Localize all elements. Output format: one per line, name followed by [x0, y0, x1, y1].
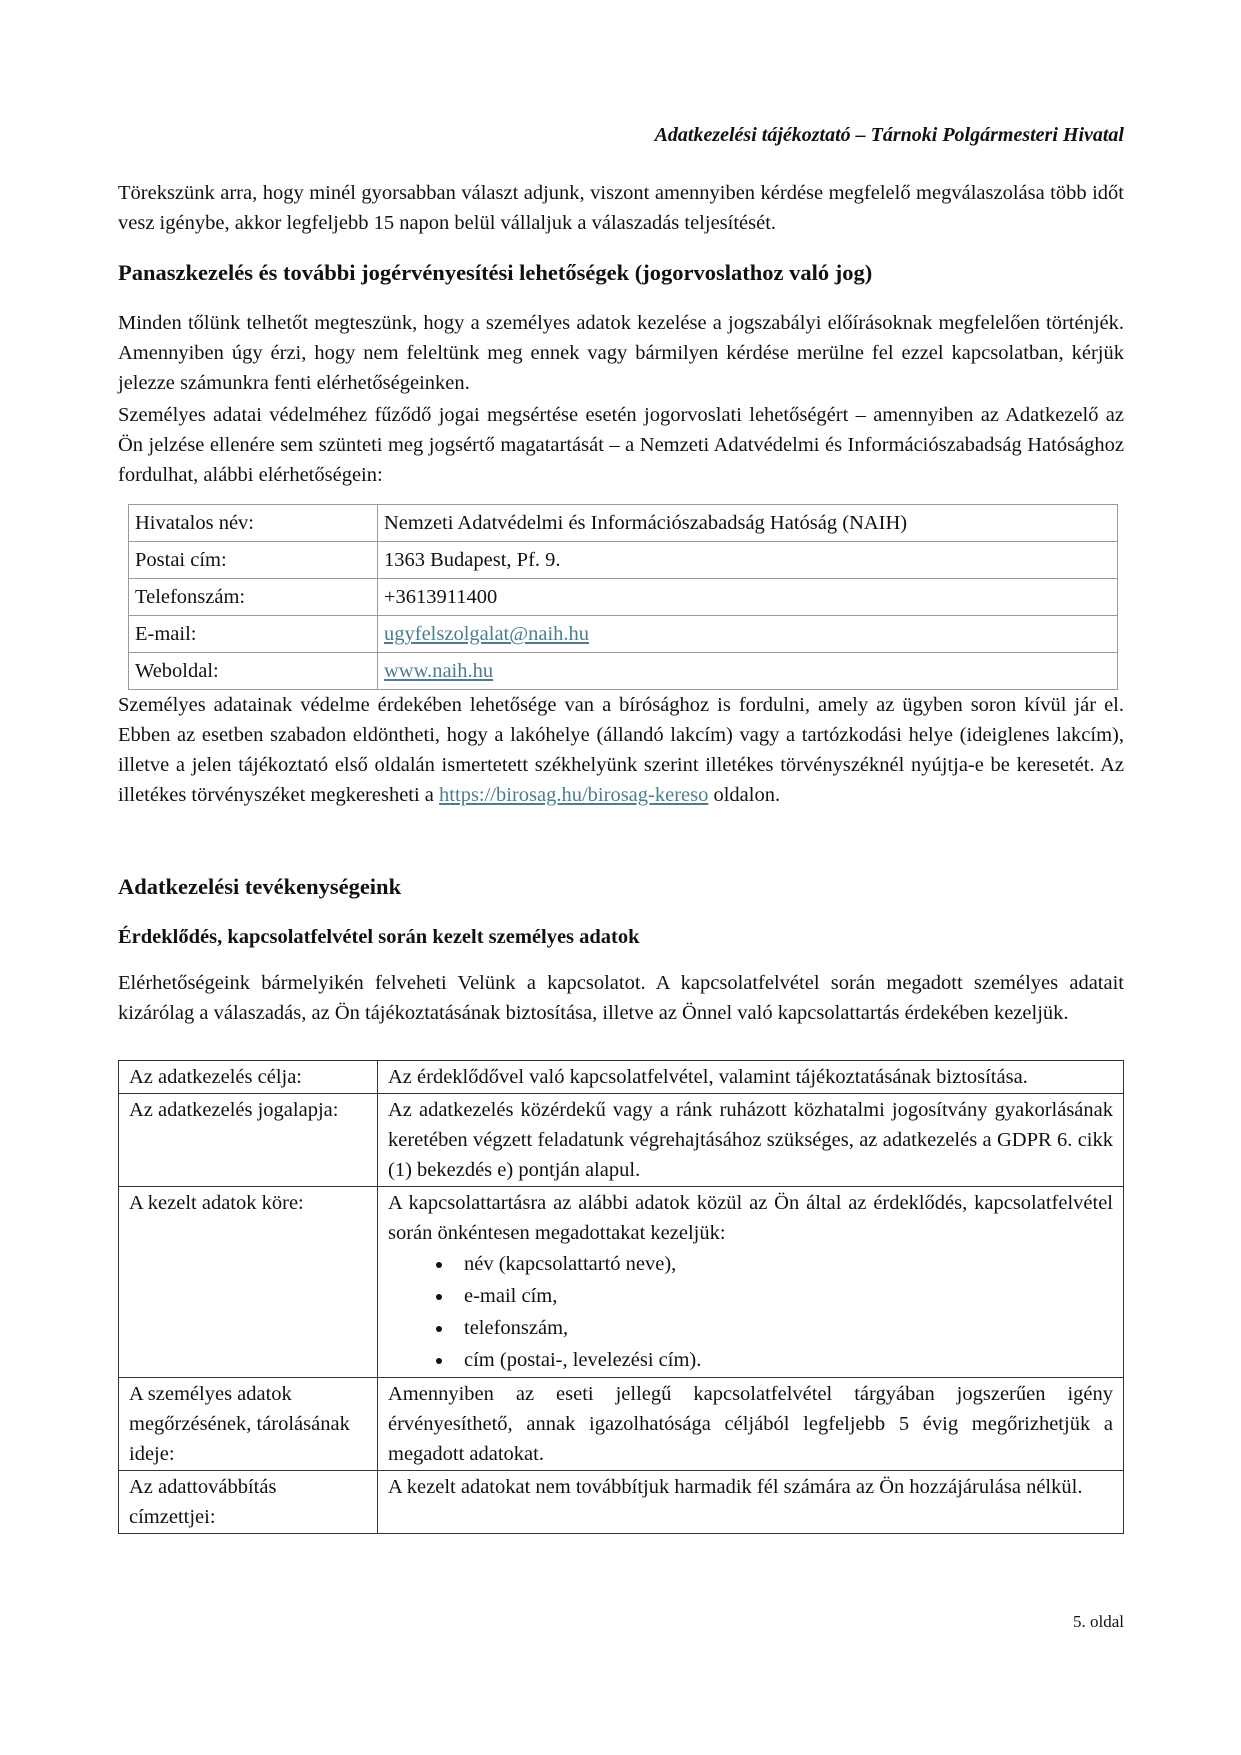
page-number: 5. oldal	[1073, 1612, 1124, 1631]
court-paragraph-suffix: oldalon.	[708, 784, 781, 806]
complaints-heading: Panaszkezelés és további jogérvényesítési lehetőségek (jogorvoslathoz való jog)	[118, 260, 873, 285]
table-row	[119, 1471, 1124, 1534]
naih-name-label: Hivatalos név:	[129, 505, 378, 542]
data-processing-table	[118, 1060, 1124, 1534]
table-row	[119, 1094, 1124, 1187]
naih-phone-value: +3613911400	[378, 579, 1118, 616]
table-row	[129, 505, 1118, 542]
inquiry-paragraph: Elérhetőségeink bármelyikén felveheti Velünk a kapcsolatot. A kapcsolatfelvétel során megadott személyes adatait kizárólag a válaszadás, az Ön tájékoztatásának biztosítása, illetve az Önnel való kapcsolattartás érdekében kezeljük.	[118, 972, 1124, 1024]
inquiry-subheading: Érdeklődés, kapcsolatfelvétel során kezelt személyes adatok	[118, 926, 640, 948]
purpose-value: Az érdeklődővel való kapcsolatfelvétel, valamint tájékoztatásának biztosítása.	[378, 1061, 1124, 1094]
activities-heading: Adatkezelési tevékenységeink	[118, 874, 402, 899]
naih-contact-table	[128, 504, 1118, 690]
table-row	[119, 1061, 1124, 1094]
recipients-label: Az adattovábbítás címzettjei:	[119, 1471, 378, 1534]
naih-email-link[interactable]: ugyfelszolgalat@naih.hu	[384, 623, 590, 645]
data-scope-value: A kapcsolattartásra az alábbi adatok közül az Ön által az érdeklődés, kapcsolatfelvétel során önkéntesen megadottakat kezeljük:	[388, 1192, 1113, 1244]
naih-website-label: Weboldal:	[129, 653, 378, 690]
court-search-link[interactable]: https://birosag.hu/birosag-kereso	[439, 784, 709, 806]
legal-basis-value: Az adatkezelés közérdekű vagy a ránk ruházott közhatalmi jogosítvány gyakorlásának keretében végzett feladatunk végrehajtásához szükséges, az adatkezelés a GDPR 6. cikk (1) bekezdés e) pontján alapul.	[378, 1094, 1124, 1187]
table-row	[129, 542, 1118, 579]
list-item: • név (kapcsolattartó neve),	[454, 1248, 1113, 1280]
naih-email-label: E-mail:	[129, 616, 378, 653]
naih-name-value: Nemzeti Adatvédelmi és Információszabadság Hatóság (NAIH)	[378, 505, 1118, 542]
purpose-label: Az adatkezelés célja:	[119, 1061, 378, 1094]
complaints-paragraph-2: Személyes adatai védelméhez fűződő jogai megsértése esetén jogorvoslati lehetőségért – amennyiben az Adatkezelő az Ön jelzése ellenére sem szünteti meg jogsértő magatartását – a Nemzeti Adatvédelmi és Információszabadság Hatósághoz fordulhat, alábbi elérhetőségein:	[118, 404, 1124, 486]
naih-website-link[interactable]: www.naih.hu	[384, 660, 494, 682]
legal-basis-label: Az adatkezelés jogalapja:	[119, 1094, 378, 1187]
page-header: Adatkezelési tájékoztató – Tárnoki Polgármesteri Hivatal	[654, 124, 1124, 146]
table-row	[129, 616, 1118, 653]
naih-email-cell	[378, 616, 1118, 653]
data-scope-cell	[378, 1187, 1124, 1378]
naih-address-label: Postai cím:	[129, 542, 378, 579]
data-items-list	[388, 1248, 1113, 1376]
court-paragraph	[118, 690, 1124, 810]
retention-label: A személyes adatok megőrzésének, tárolásának ideje:	[119, 1378, 378, 1471]
list-item: • cím (postai-, levelezési cím).	[454, 1344, 1113, 1376]
naih-phone-label: Telefonszám:	[129, 579, 378, 616]
table-row	[119, 1187, 1124, 1378]
table-row	[119, 1378, 1124, 1471]
court-paragraph-text: Személyes adatainak védelme érdekében lehetősége van a bírósághoz is fordulni, amely az ügyben soron kívül jár el. Ebben az esetben szabadon eldöntheti, hogy a lakóhelye (állandó lakcím) vagy a tartózkodási helye (ideiglenes lakcím), illetve a jelen tájékoztató első oldalán ismertetett székhelyünk szerint illetékes törvényszéknél nyújtja-e be keresetét. Az illetékes törvényszéket megkeresheti a	[118, 694, 1124, 806]
table-row	[129, 653, 1118, 690]
data-scope-label: A kezelt adatok köre:	[119, 1187, 378, 1378]
naih-website-cell	[378, 653, 1118, 690]
recipients-value: A kezelt adatokat nem továbbítjuk harmadik fél számára az Ön hozzájárulása nélkül.	[378, 1471, 1124, 1534]
list-item: • e-mail cím,	[454, 1280, 1113, 1312]
complaints-paragraph-1: Minden tőlünk telhetőt megteszünk, hogy a személyes adatok kezelése a jogszabályi előírásoknak megfelelően történjék. Amennyiben úgy érzi, hogy nem feleltünk meg ennek vagy bármilyen kérdése merülne fel ezzel kapcsolatban, kérjük jelezze számunkra fenti elérhetőségeinken.	[118, 312, 1124, 394]
list-item: • telefonszám,	[454, 1312, 1113, 1344]
table-row	[129, 579, 1118, 616]
naih-address-value: 1363 Budapest, Pf. 9.	[378, 542, 1118, 579]
retention-value: Amennyiben az eseti jellegű kapcsolatfelvétel tárgyában jogszerűen igény érvényesíthető, annak igazolhatósága céljából legfeljebb 5 évig megőrizhetjük a megadott adatokat.	[378, 1378, 1124, 1471]
intro-paragraph: Törekszünk arra, hogy minél gyorsabban választ adjunk, viszont amennyiben kérdése megfelelő megválaszolása több időt vesz igénybe, akkor legfeljebb 15 napon belül vállaljuk a válaszadás teljesítését.	[118, 182, 1124, 234]
